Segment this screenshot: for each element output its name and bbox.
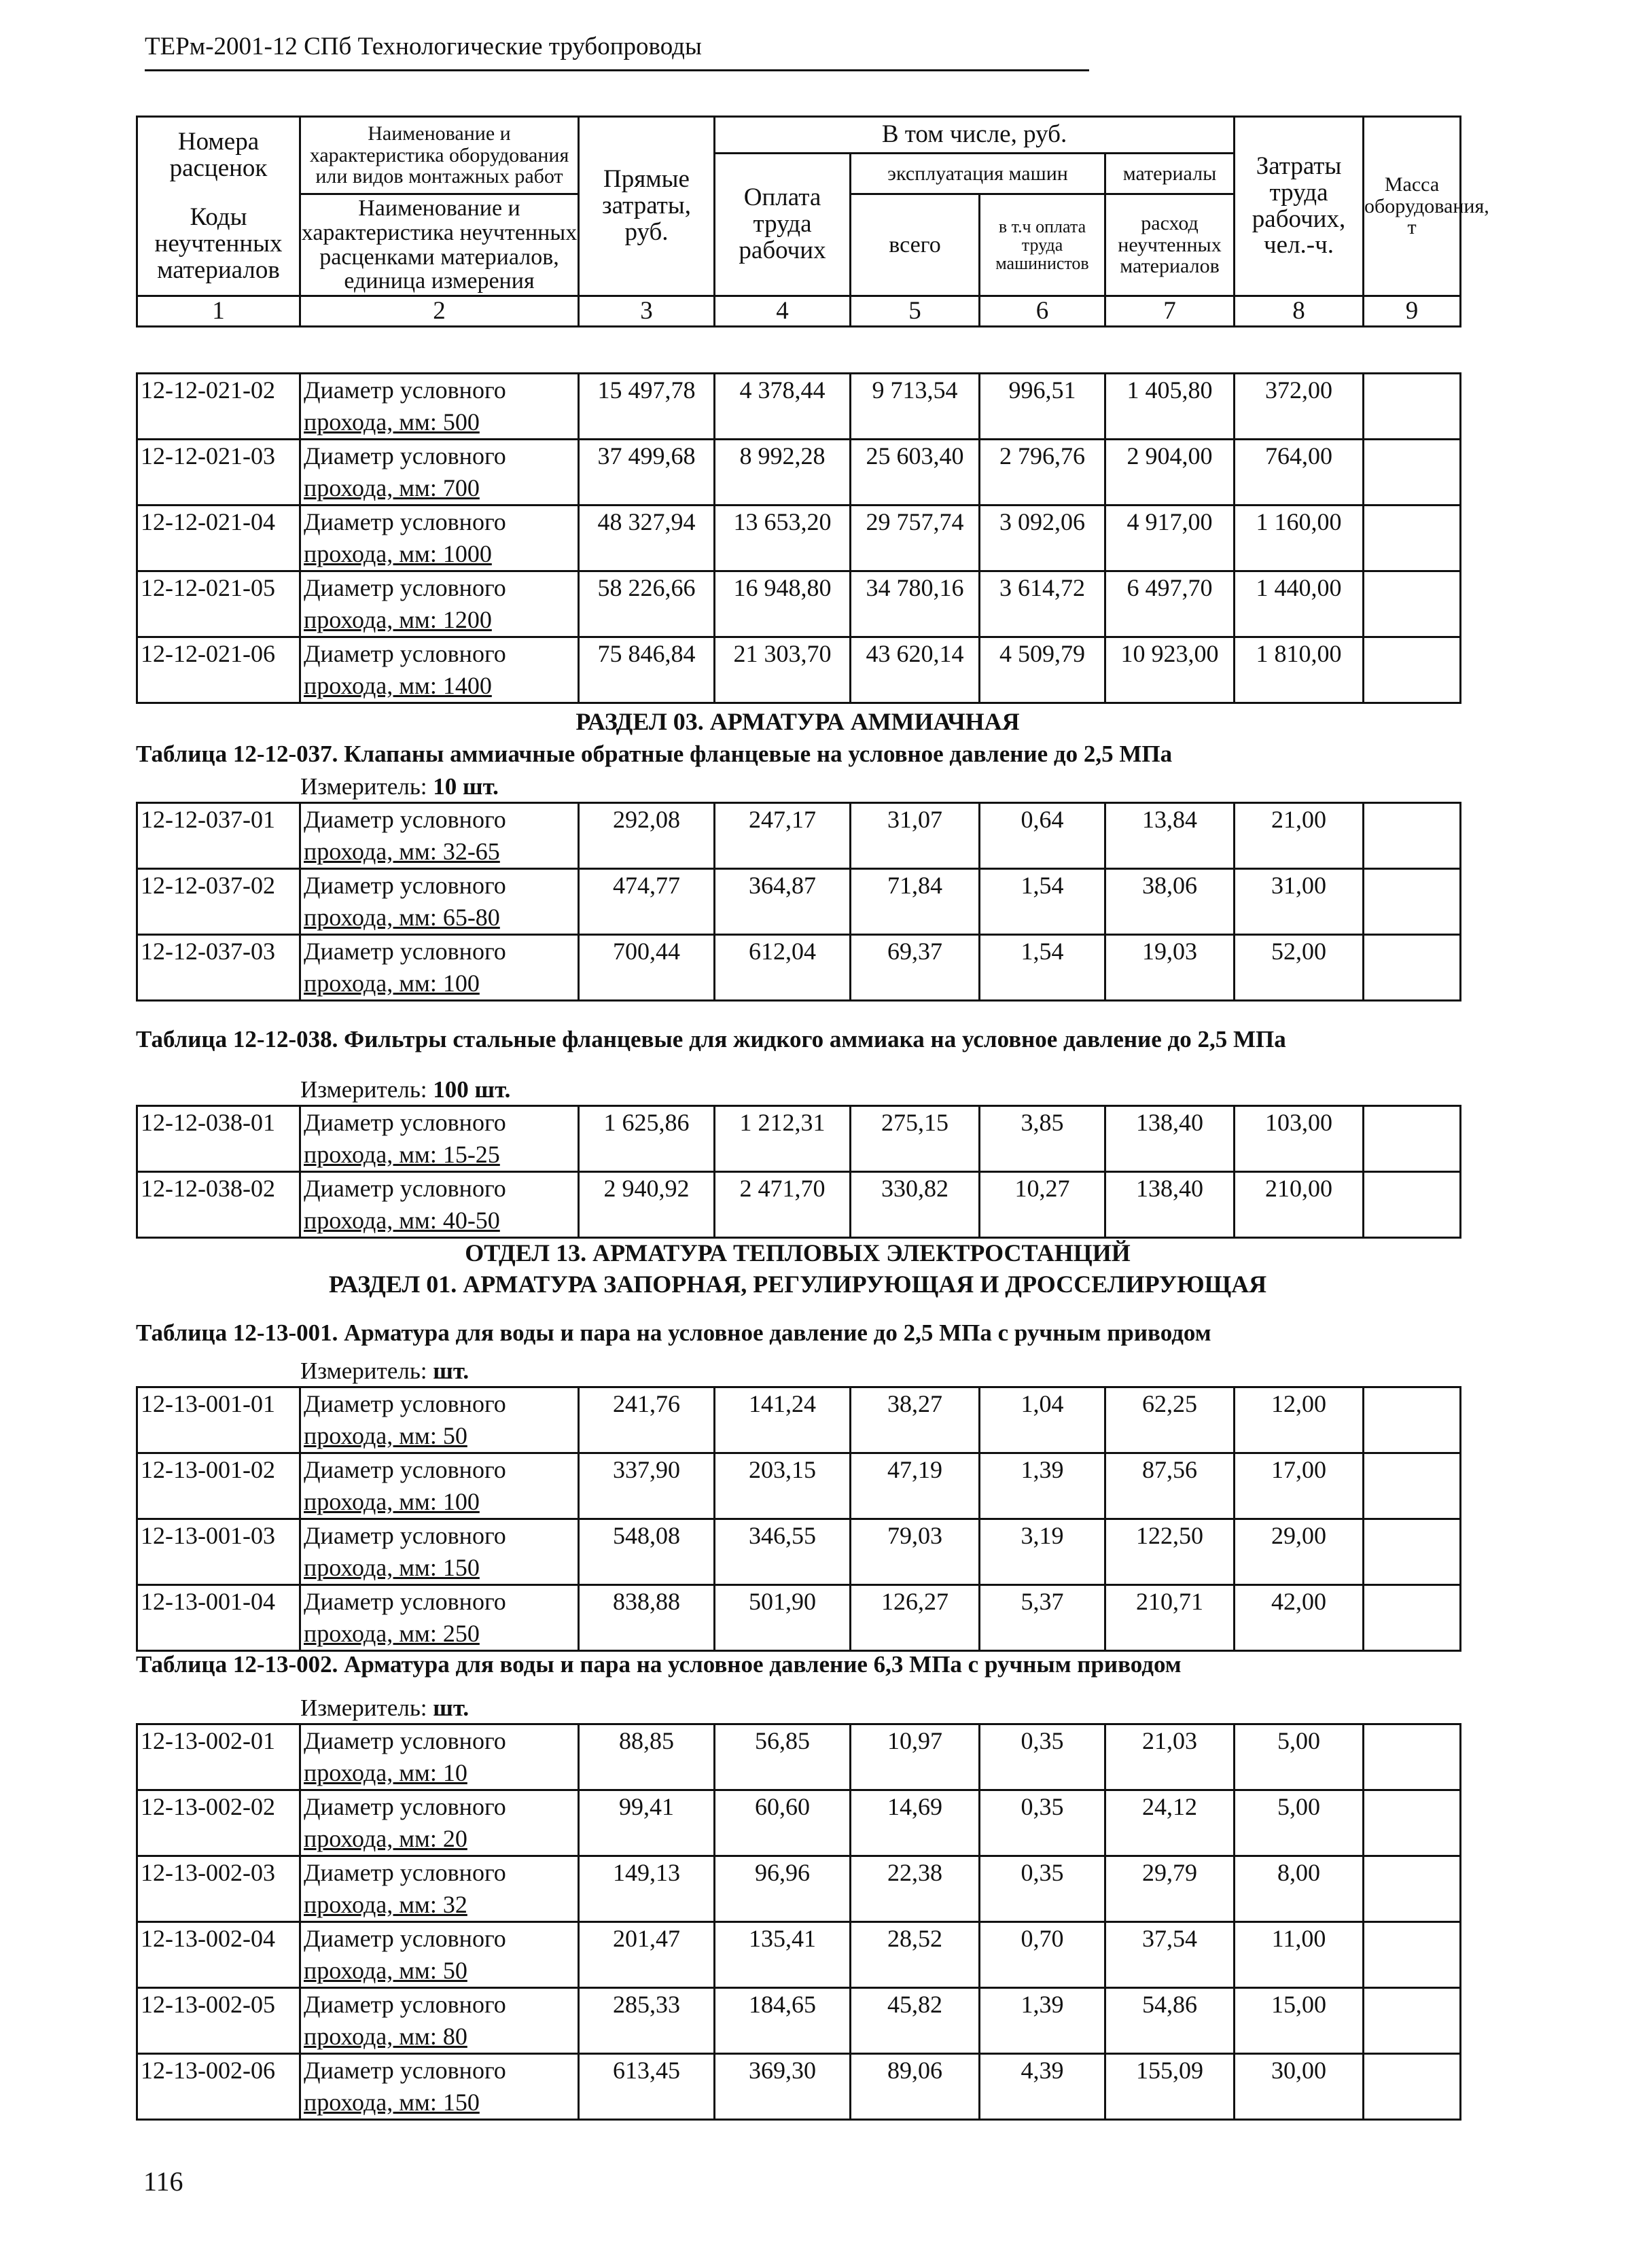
- description-line: Диаметр условного: [304, 640, 506, 667]
- description-cell: [300, 571, 579, 637]
- rate-code-cell: 12-12-021-06: [137, 637, 300, 703]
- page-number: 116: [143, 2166, 183, 2197]
- value-cell-c9: [1364, 1387, 1461, 1453]
- table-row: [137, 1585, 1461, 1651]
- value-cell-c7: 13,84: [1105, 803, 1235, 869]
- value-cell-c6: 4,39: [980, 2054, 1105, 2120]
- value-cell-c9: [1364, 2054, 1461, 2120]
- value-cell-c8: 11,00: [1235, 1922, 1364, 1988]
- section-heading-ammonia: РАЗДЕЛ 03. АРМАТУРА АММИАЧНАЯ: [575, 708, 1020, 735]
- value-cell-c3: 285,33: [579, 1988, 715, 2054]
- rate-code-cell: 12-12-021-05: [137, 571, 300, 637]
- value-cell-c6: 0,35: [980, 1856, 1105, 1922]
- value-cell-c6: 4 509,79: [980, 637, 1105, 703]
- value-cell-c6: 5,37: [980, 1585, 1105, 1651]
- value-cell-c5: 71,84: [851, 869, 980, 935]
- value-cell-c8: 5,00: [1235, 1790, 1364, 1856]
- header-col2-top: Наименование и характеристика оборудования или видов монтажных работ: [300, 117, 579, 194]
- section-heading-department-13: ОТДЕЛ 13. АРМАТУРА ТЕПЛОВЫХ ЭЛЕКТРОСТАНЦИЙ: [465, 1239, 1131, 1266]
- description-cell: [300, 440, 579, 506]
- rate-code-cell: 12-12-021-04: [137, 506, 300, 571]
- rate-code-cell: 12-13-002-03: [137, 1856, 300, 1922]
- value-cell-c8: 8,00: [1235, 1856, 1364, 1922]
- description-cell: [300, 803, 579, 869]
- value-cell-c5: 34 780,16: [851, 571, 980, 637]
- header-group: В том числе, руб.: [715, 117, 1235, 154]
- value-cell-c3: 15 497,78: [579, 374, 715, 440]
- description-line: Диаметр условного: [304, 1793, 506, 1820]
- value-cell-c4: 8 992,28: [715, 440, 851, 506]
- value-cell-c5: 126,27: [851, 1585, 980, 1651]
- header-col5: всего: [851, 194, 980, 296]
- value-cell-c3: 75 846,84: [579, 637, 715, 703]
- description-cell: [300, 1519, 579, 1585]
- description-line: Диаметр условного: [304, 1859, 506, 1886]
- value-cell-c7: 37,54: [1105, 1922, 1235, 1988]
- value-cell-c3: 1 625,86: [579, 1106, 715, 1172]
- table-12-12-038: [136, 1105, 1461, 1239]
- description-line: прохода, мм: 50: [304, 1422, 467, 1449]
- value-cell-c6: 1,54: [980, 869, 1105, 935]
- column-number: 9: [1364, 296, 1461, 327]
- table-row: [137, 1453, 1461, 1519]
- description-line: Диаметр условного: [304, 1991, 506, 2018]
- table-row: [137, 1387, 1461, 1453]
- description-line: Диаметр условного: [304, 1456, 506, 1483]
- value-cell-c6: 0,70: [980, 1922, 1105, 1988]
- unit-value: 10 шт.: [433, 773, 499, 800]
- unit-value: 100 шт.: [433, 1076, 511, 1103]
- value-cell-c4: 60,60: [715, 1790, 851, 1856]
- value-cell-c9: [1364, 935, 1461, 1001]
- description-line: прохода, мм: 20: [304, 1825, 467, 1852]
- value-cell-c3: 548,08: [579, 1519, 715, 1585]
- description-line: прохода, мм: 150: [304, 1554, 480, 1581]
- value-cell-c9: [1364, 1106, 1461, 1172]
- value-cell-c5: 43 620,14: [851, 637, 980, 703]
- value-cell-c4: 13 653,20: [715, 506, 851, 571]
- value-cell-c6: 3,19: [980, 1519, 1105, 1585]
- value-cell-c8: 52,00: [1235, 935, 1364, 1001]
- column-number: 5: [851, 296, 980, 327]
- header-col7: расход неучтенных материалов: [1105, 194, 1235, 296]
- value-cell-c4: 501,90: [715, 1585, 851, 1651]
- description-line: прохода, мм: 500: [304, 408, 480, 436]
- header-col1-top: Номера расценок: [137, 117, 300, 194]
- value-cell-c9: [1364, 1988, 1461, 2054]
- unit-line-12-12-038: [300, 1075, 510, 1105]
- value-cell-c4: 184,65: [715, 1988, 851, 2054]
- rate-code-cell: 12-12-038-02: [137, 1172, 300, 1238]
- value-cell-c8: 30,00: [1235, 2054, 1364, 2120]
- value-cell-c8: 12,00: [1235, 1387, 1364, 1453]
- description-cell: [300, 1172, 579, 1238]
- value-cell-c8: 5,00: [1235, 1724, 1364, 1790]
- description-line: Диаметр условного: [304, 1109, 506, 1136]
- rate-code-cell: 12-12-021-02: [137, 374, 300, 440]
- table-12-12-021: [136, 372, 1461, 704]
- value-cell-c4: 346,55: [715, 1519, 851, 1585]
- description-line: прохода, мм: 1000: [304, 540, 492, 567]
- value-cell-c6: 0,64: [980, 803, 1105, 869]
- value-cell-c8: 31,00: [1235, 869, 1364, 935]
- value-cell-c8: 372,00: [1235, 374, 1364, 440]
- value-cell-c4: 4 378,44: [715, 374, 851, 440]
- description-line: Диаметр условного: [304, 1925, 506, 1952]
- value-cell-c5: 28,52: [851, 1922, 980, 1988]
- value-cell-c5: 330,82: [851, 1172, 980, 1238]
- value-cell-c7: 54,86: [1105, 1988, 1235, 2054]
- value-cell-c4: 2 471,70: [715, 1172, 851, 1238]
- value-cell-c7: 4 917,00: [1105, 506, 1235, 571]
- value-cell-c9: [1364, 1519, 1461, 1585]
- value-cell-c9: [1364, 1172, 1461, 1238]
- value-cell-c4: 21 303,70: [715, 637, 851, 703]
- value-cell-c9: [1364, 506, 1461, 571]
- description-cell: [300, 1106, 579, 1172]
- description-line: прохода, мм: 10: [304, 1759, 467, 1786]
- value-cell-c5: 14,69: [851, 1790, 980, 1856]
- value-cell-c8: 1 440,00: [1235, 571, 1364, 637]
- table-row: [137, 1922, 1461, 1988]
- value-cell-c7: 138,40: [1105, 1172, 1235, 1238]
- header-col4: Оплата труда рабочих: [715, 154, 851, 296]
- value-cell-c4: 135,41: [715, 1922, 851, 1988]
- table-row: [137, 506, 1461, 571]
- value-cell-c7: 10 923,00: [1105, 637, 1235, 703]
- value-cell-c3: 201,47: [579, 1922, 715, 1988]
- value-cell-c7: 29,79: [1105, 1856, 1235, 1922]
- value-cell-c5: 10,97: [851, 1724, 980, 1790]
- table-12-12-037: [136, 802, 1461, 1002]
- value-cell-c4: 369,30: [715, 2054, 851, 2120]
- column-number: 7: [1105, 296, 1235, 327]
- header-materials: материалы: [1105, 154, 1235, 194]
- value-cell-c9: [1364, 1790, 1461, 1856]
- table-caption-12-13-002: Таблица 12-13-002. Арматура для воды и пара на условное давление 6,3 МПа с ручным приводом: [136, 1651, 1182, 1678]
- value-cell-c7: 138,40: [1105, 1106, 1235, 1172]
- table-row: [137, 1790, 1461, 1856]
- column-number: 2: [300, 296, 579, 327]
- value-cell-c9: [1364, 637, 1461, 703]
- value-cell-c5: 275,15: [851, 1106, 980, 1172]
- value-cell-c3: 613,45: [579, 2054, 715, 2120]
- table-caption-12-13-001: Таблица 12-13-001. Арматура для воды и пара на условное давление до 2,5 МПа с ручным приводом: [136, 1319, 1211, 1346]
- rate-code-cell: 12-13-001-02: [137, 1453, 300, 1519]
- column-number: 1: [137, 296, 300, 327]
- value-cell-c8: 103,00: [1235, 1106, 1364, 1172]
- value-cell-c4: 612,04: [715, 935, 851, 1001]
- description-line: Диаметр условного: [304, 2057, 506, 2084]
- header-col9: Масса оборудования, т: [1364, 117, 1461, 296]
- rate-code-cell: 12-13-002-04: [137, 1922, 300, 1988]
- description-line: прохода, мм: 50: [304, 1957, 467, 1984]
- value-cell-c3: 700,44: [579, 935, 715, 1001]
- description-cell: [300, 1585, 579, 1651]
- value-cell-c6: 1,39: [980, 1453, 1105, 1519]
- value-cell-c7: 21,03: [1105, 1724, 1235, 1790]
- rate-code-cell: 12-12-037-01: [137, 803, 300, 869]
- unit-line-12-12-037: [300, 772, 499, 802]
- description-line: Диаметр условного: [304, 938, 506, 965]
- value-cell-c5: 45,82: [851, 1988, 980, 2054]
- value-cell-c7: 87,56: [1105, 1453, 1235, 1519]
- value-cell-c7: 122,50: [1105, 1519, 1235, 1585]
- header-col6: в т.ч оплата труда машинистов: [980, 194, 1105, 296]
- table-row: [137, 803, 1461, 869]
- rate-code-cell: 12-13-001-04: [137, 1585, 300, 1651]
- value-cell-c3: 337,90: [579, 1453, 715, 1519]
- value-cell-c3: 2 940,92: [579, 1172, 715, 1238]
- value-cell-c8: 21,00: [1235, 803, 1364, 869]
- value-cell-c6: 0,35: [980, 1724, 1105, 1790]
- table-caption-12-12-038: Таблица 12-12-038. Фильтры стальные фланцевые для жидкого аммиака на условное давление до 2,5 МПа: [136, 1026, 1286, 1052]
- rate-code-cell: 12-13-001-03: [137, 1519, 300, 1585]
- value-cell-c9: [1364, 1724, 1461, 1790]
- description-line: Диаметр условного: [304, 1175, 506, 1202]
- value-cell-c3: 48 327,94: [579, 506, 715, 571]
- description-line: Диаметр условного: [304, 574, 506, 601]
- description-line: прохода, мм: 150: [304, 2089, 480, 2116]
- unit-line-12-13-002: [300, 1693, 469, 1723]
- description-line: Диаметр условного: [304, 442, 506, 469]
- value-cell-c6: 10,27: [980, 1172, 1105, 1238]
- rate-code-cell: 12-13-002-02: [137, 1790, 300, 1856]
- description-line: Диаметр условного: [304, 872, 506, 899]
- table-row: [137, 637, 1461, 703]
- value-cell-c3: 474,77: [579, 869, 715, 935]
- description-cell: [300, 2054, 579, 2120]
- value-cell-c5: 69,37: [851, 935, 980, 1001]
- description-line: Диаметр условного: [304, 508, 506, 535]
- description-cell: [300, 506, 579, 571]
- table-row: [137, 2054, 1461, 2120]
- description-line: прохода, мм: 1400: [304, 672, 492, 699]
- header-col2-bottom: Наименование и характеристика неучтенных расценками материалов, единица измерения: [300, 194, 579, 296]
- column-number: 8: [1235, 296, 1364, 327]
- description-line: прохода, мм: 250: [304, 1620, 480, 1647]
- value-cell-c7: 19,03: [1105, 935, 1235, 1001]
- description-line: прохода, мм: 32: [304, 1891, 467, 1918]
- description-line: Диаметр условного: [304, 376, 506, 404]
- value-cell-c8: 1 810,00: [1235, 637, 1364, 703]
- value-cell-c7: 155,09: [1105, 2054, 1235, 2120]
- value-cell-c6: 3 614,72: [980, 571, 1105, 637]
- value-cell-c4: 1 212,31: [715, 1106, 851, 1172]
- value-cell-c7: 38,06: [1105, 869, 1235, 935]
- description-cell: [300, 637, 579, 703]
- description-cell: [300, 374, 579, 440]
- value-cell-c6: 3 092,06: [980, 506, 1105, 571]
- value-cell-c5: 79,03: [851, 1519, 980, 1585]
- unit-value: шт.: [433, 1358, 469, 1384]
- value-cell-c5: 47,19: [851, 1453, 980, 1519]
- description-cell: [300, 1453, 579, 1519]
- value-cell-c7: 62,25: [1105, 1387, 1235, 1453]
- value-cell-c3: 88,85: [579, 1724, 715, 1790]
- value-cell-c7: 210,71: [1105, 1585, 1235, 1651]
- value-cell-c4: 247,17: [715, 803, 851, 869]
- header-col1-bottom: Коды неучтенных материалов: [137, 194, 300, 296]
- value-cell-c9: [1364, 1453, 1461, 1519]
- table-row: [137, 1988, 1461, 2054]
- unit-label: Измеритель:: [300, 1358, 427, 1384]
- value-cell-c7: 6 497,70: [1105, 571, 1235, 637]
- table-row: [137, 1724, 1461, 1790]
- column-number: 4: [715, 296, 851, 327]
- value-cell-c9: [1364, 571, 1461, 637]
- unit-value: шт.: [433, 1695, 469, 1721]
- description-cell: [300, 1856, 579, 1922]
- description-line: прохода, мм: 80: [304, 2023, 467, 2050]
- table-row: [137, 1856, 1461, 1922]
- value-cell-c8: 1 160,00: [1235, 506, 1364, 571]
- value-cell-c6: 0,35: [980, 1790, 1105, 1856]
- value-cell-c8: 764,00: [1235, 440, 1364, 506]
- value-cell-c4: 56,85: [715, 1724, 851, 1790]
- description-cell: [300, 1387, 579, 1453]
- description-line: прохода, мм: 100: [304, 970, 480, 997]
- unit-line-12-13-001: [300, 1356, 469, 1386]
- rate-code-cell: 12-13-002-05: [137, 1988, 300, 2054]
- column-number: 6: [980, 296, 1105, 327]
- value-cell-c3: 58 226,66: [579, 571, 715, 637]
- value-cell-c5: 29 757,74: [851, 506, 980, 571]
- value-cell-c5: 31,07: [851, 803, 980, 869]
- table-row: [137, 869, 1461, 935]
- value-cell-c6: 1,54: [980, 935, 1105, 1001]
- column-header-table: [136, 116, 1489, 327]
- description-line: прохода, мм: 15-25: [304, 1141, 500, 1168]
- table-12-13-002: [136, 1723, 1461, 2121]
- value-cell-c9: [1364, 1922, 1461, 1988]
- value-cell-c6: 996,51: [980, 374, 1105, 440]
- description-cell: [300, 1922, 579, 1988]
- description-line: прохода, мм: 32-65: [304, 838, 500, 865]
- rate-code-cell: 12-12-037-02: [137, 869, 300, 935]
- value-cell-c4: 203,15: [715, 1453, 851, 1519]
- value-cell-c4: 96,96: [715, 1856, 851, 1922]
- value-cell-c4: 16 948,80: [715, 571, 851, 637]
- rate-code-cell: 12-13-002-01: [137, 1724, 300, 1790]
- value-cell-c9: [1364, 869, 1461, 935]
- rate-code-cell: 12-12-038-01: [137, 1106, 300, 1172]
- value-cell-c6: 1,39: [980, 1988, 1105, 2054]
- description-line: прохода, мм: 40-50: [304, 1207, 500, 1234]
- value-cell-c5: 25 603,40: [851, 440, 980, 506]
- value-cell-c6: 3,85: [980, 1106, 1105, 1172]
- value-cell-c8: 210,00: [1235, 1172, 1364, 1238]
- value-cell-c9: [1364, 374, 1461, 440]
- rate-code-cell: 12-13-001-01: [137, 1387, 300, 1453]
- value-cell-c8: 29,00: [1235, 1519, 1364, 1585]
- section-heading-valves: РАЗДЕЛ 01. АРМАТУРА ЗАПОРНАЯ, РЕГУЛИРУЮЩАЯ И ДРОССЕЛИРУЮЩАЯ: [328, 1271, 1267, 1298]
- rate-code-cell: 12-12-037-03: [137, 935, 300, 1001]
- table-caption-12-12-037: Таблица 12-12-037. Клапаны аммиачные обратные фланцевые на условное давление до 2,5 МПа: [136, 741, 1173, 767]
- value-cell-c9: [1364, 1856, 1461, 1922]
- table-12-13-001: [136, 1386, 1461, 1652]
- header-machines: эксплуатация машин: [851, 154, 1105, 194]
- value-cell-c5: 22,38: [851, 1856, 980, 1922]
- table-row: [137, 571, 1461, 637]
- value-cell-c5: 38,27: [851, 1387, 980, 1453]
- value-cell-c6: 1,04: [980, 1387, 1105, 1453]
- value-cell-c7: 1 405,80: [1105, 374, 1235, 440]
- value-cell-c8: 15,00: [1235, 1988, 1364, 2054]
- description-cell: [300, 869, 579, 935]
- table-row: [137, 1519, 1461, 1585]
- description-cell: [300, 935, 579, 1001]
- table-row: [137, 440, 1461, 506]
- value-cell-c3: 292,08: [579, 803, 715, 869]
- unit-label: Измеритель:: [300, 773, 427, 800]
- header-col3: Прямые затраты, руб.: [579, 117, 715, 296]
- value-cell-c3: 37 499,68: [579, 440, 715, 506]
- table-row: [137, 1172, 1461, 1238]
- rate-code-cell: 12-12-021-03: [137, 440, 300, 506]
- value-cell-c3: 149,13: [579, 1856, 715, 1922]
- rate-code-cell: 12-13-002-06: [137, 2054, 300, 2120]
- description-line: Диаметр условного: [304, 1588, 506, 1615]
- value-cell-c4: 364,87: [715, 869, 851, 935]
- unit-label: Измеритель:: [300, 1076, 427, 1103]
- header-col8: Затраты труда рабочих, чел.-ч.: [1235, 117, 1364, 296]
- description-line: Диаметр условного: [304, 1522, 506, 1549]
- value-cell-c7: 2 904,00: [1105, 440, 1235, 506]
- value-cell-c9: [1364, 1585, 1461, 1651]
- description-line: Диаметр условного: [304, 1390, 506, 1417]
- table-row: [137, 1106, 1461, 1172]
- value-cell-c9: [1364, 440, 1461, 506]
- description-line: Диаметр условного: [304, 1727, 506, 1754]
- value-cell-c3: 838,88: [579, 1585, 715, 1651]
- description-cell: [300, 1790, 579, 1856]
- table-row: [137, 374, 1461, 440]
- description-cell: [300, 1724, 579, 1790]
- value-cell-c5: 89,06: [851, 2054, 980, 2120]
- value-cell-c7: 24,12: [1105, 1790, 1235, 1856]
- description-line: прохода, мм: 65-80: [304, 904, 500, 931]
- description-cell: [300, 1988, 579, 2054]
- value-cell-c3: 241,76: [579, 1387, 715, 1453]
- value-cell-c5: 9 713,54: [851, 374, 980, 440]
- description-line: Диаметр условного: [304, 806, 506, 833]
- description-line: прохода, мм: 1200: [304, 606, 492, 633]
- value-cell-c4: 141,24: [715, 1387, 851, 1453]
- unit-label: Измеритель:: [300, 1695, 427, 1721]
- description-line: прохода, мм: 700: [304, 474, 480, 501]
- value-cell-c8: 17,00: [1235, 1453, 1364, 1519]
- table-row: [137, 935, 1461, 1001]
- value-cell-c6: 2 796,76: [980, 440, 1105, 506]
- description-line: прохода, мм: 100: [304, 1488, 480, 1515]
- value-cell-c9: [1364, 803, 1461, 869]
- value-cell-c3: 99,41: [579, 1790, 715, 1856]
- value-cell-c8: 42,00: [1235, 1585, 1364, 1651]
- document-title: ТЕРм-2001-12 СПб Технологические трубопроводы: [145, 30, 1089, 71]
- column-number: 3: [579, 296, 715, 327]
